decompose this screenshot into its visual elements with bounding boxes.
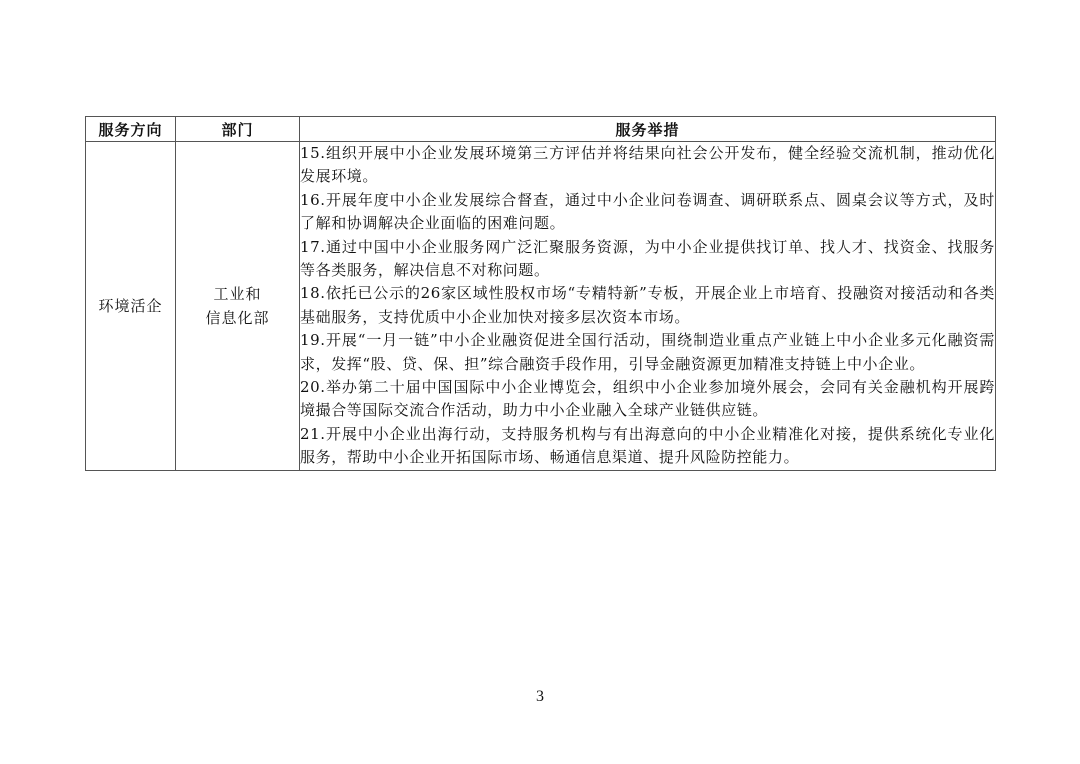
table-header-row bbox=[86, 117, 996, 142]
department-line: 工业和 bbox=[213, 284, 262, 303]
measure-item-19: 19.开展“一月一链”中小企业融资促进全国行活动，围绕制造业重点产业链上中小企业多元化融资需求，发挥“股、贷、保、担”综合融资手段作用，引导金融资源更加精准支持链上中小企业。 bbox=[300, 331, 995, 373]
header-service-direction: 服务方向 bbox=[86, 117, 176, 142]
department-cell bbox=[176, 142, 300, 471]
measure-item-17: 17.通过中国中小企业服务网广泛汇聚服务资源，为中小企业提供找订单、找人才、找资金、找服务等各类服务，解决信息不对称问题。 bbox=[300, 237, 995, 280]
measure-item-16: 16.开展年度中小企业发展综合督查，通过中小企业问卷调查、调研联系点、圆桌会议等方式，及时了解和协调解决企业面临的困难问题。 bbox=[300, 190, 995, 233]
header-department: 部门 bbox=[176, 117, 300, 142]
header-service-measures: 服务举措 bbox=[300, 117, 996, 142]
table-row bbox=[86, 142, 996, 471]
measure-item-15: 15.组织开展中小企业发展环境第三方评估并将结果向社会公开发布，健全经验交流机制，推动优化发展环境。 bbox=[300, 144, 995, 186]
service-direction-cell: 环境活企 bbox=[86, 142, 176, 471]
measure-item-18: 18.依托已公示的26家区域性股权市场“专精特新”专板，开展企业上市培育、投融资对接活动和各类基础服务，支持优质中小企业加快对接多层次资本市场。 bbox=[300, 284, 995, 326]
department-line: 信息化部 bbox=[205, 308, 270, 327]
service-measures-cell bbox=[300, 142, 996, 471]
page-number: 3 bbox=[536, 688, 544, 705]
measure-item-20: 20.举办第二十届中国国际中小企业博览会，组织中小企业参加境外展会，会同有关金融机构开展跨境撮合等国际交流合作活动，助力中小企业融入全球产业链供应链。 bbox=[300, 378, 995, 420]
service-table bbox=[85, 116, 996, 471]
measure-item-21: 21.开展中小企业出海行动，支持服务机构与有出海意向的中小企业精准化对接，提供系统化专业化服务，帮助中小企业开拓国际市场、畅通信息渠道、提升风险防控能力。 bbox=[300, 424, 995, 467]
